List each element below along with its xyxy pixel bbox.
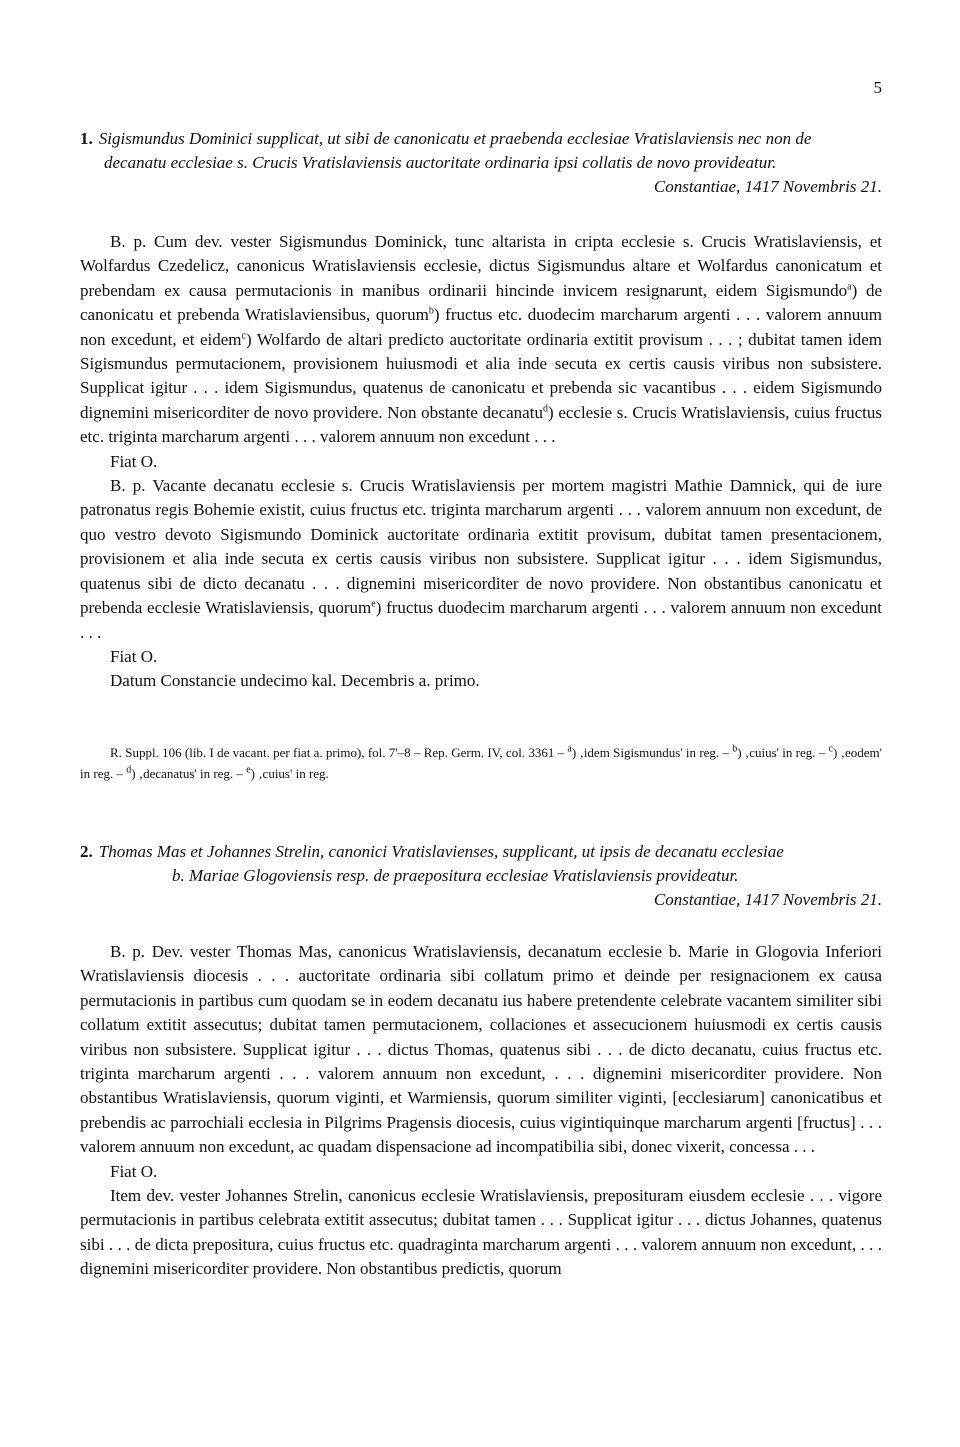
- entry-2-number: 2.: [80, 842, 93, 861]
- text-run: ) Wolfardo de altari predicto auctoritate ordinaria extitit provisum . . . ; dubitat tamen idem Sigismundus permutacionem, provisionem huiusmodi et alia inde secuta ex certis causis viribus non subsistere. Supplicat igitur . . . idem Sigismundus, quatenus de canonicatu et prebenda sic vacantibus . . . eidem Sigismundo dignemini misericorditer de novo providere. Non obstante decanatu: [80, 329, 882, 422]
- entry-1-title-line-1: [80, 127, 882, 151]
- entry-1-fiat-1: Fiat O.: [110, 451, 158, 471]
- entry-1-fiat-2: Fiat O.: [110, 646, 158, 666]
- entry-1-date: Constantiae, 1417 Novembris 21.: [653, 177, 882, 196]
- entry-1-body: [80, 230, 882, 694]
- entry-2-heading: [80, 840, 882, 912]
- entry-1-paragraph-2: [80, 474, 882, 645]
- apparatus-text: [80, 742, 882, 784]
- entry-2-body: [80, 940, 882, 1282]
- text-run: ) ‚decanatus' in reg. –: [131, 766, 247, 781]
- note-ref-a: a: [567, 743, 572, 755]
- text-run: ) ‚cuius' in reg.: [250, 766, 329, 781]
- entry-2-title-text-1: Thomas Mas et Johannes Strelin, canonici Vratislavienses, supplicant, ut ipsis de decanatu ecclesiae: [98, 842, 784, 861]
- entry-2-date: Constantiae, 1417 Novembris 21.: [653, 890, 882, 909]
- entry-2-paragraph-2: Item dev. vester Johannes Strelin, canonicus ecclesie Wratislaviensis, preposituram eiusdem ecclesie . . . vigore permutacionis in partibus celebrata extitit assecutus; dubitat tamen . . . Supplicat igitur . . . dictus Johannes, quatenus sibi . . . de dicta prepositura, cuius fructus etc. quadraginta marcharum argenti . . . valorem annuum non excedunt, . . . dignemini misericorditer providere. Non obstantibus predictis, quorum: [80, 1186, 882, 1279]
- entry-1-heading: [80, 127, 882, 199]
- page-number: 5: [873, 78, 882, 97]
- entry-1-datum: Datum Constancie undecimo kal. Decembris a. primo.: [110, 671, 480, 691]
- text-run: B. p. Vacante decanatu ecclesie s. Crucis Wratislaviensis per mortem magistri Mathie Damnick, qui de iure patronatus regis Bohemie existit, cuius fructus etc. triginta marcharum argenti . . . valorem annuum non excedunt, de quo vestro devoto Sigismundo Dominick auctoritate ordinaria extitit provisum, dubitat tamen presentacionem, provisionem et alia inde secuta ex certis causis viribus non subsistere. Supplicat igitur . . . idem Sigismundus, quatenus sibi de dicto decanatu . . . dignemini misericorditer de novo providere. Non obstantibus canonicatu et prebenda ecclesie Wratislaviensis, quorum: [80, 476, 882, 618]
- note-ref-e: e: [246, 764, 251, 776]
- text-run: ) de canonicatu et prebenda Wratislaviensibus, quorum: [80, 280, 882, 325]
- entry-2-title-line-2: b. Mariae Glogoviensis resp. de praepositura ecclesiae Vratislaviensis provideatur.: [172, 866, 739, 885]
- note-ref-d: d: [126, 764, 132, 776]
- entry-1-title-text-1: Sigismundus Dominici supplicat, ut sibi de canonicatu et praebenda ecclesiae Vratislaviensis nec non de: [98, 129, 812, 148]
- footnote-ref-b: b: [428, 305, 434, 317]
- text-run: B. p. Cum dev. vester Sigismundus Dominick, tunc altarista in cripta ecclesie s. Crucis Wratislaviensis, et Wolfardus Czedelicz, canonicus Wratislaviensis ecclesie, dictus Sigismundus altare et Wolfardus canonicatum et prebendam ex causa permutacionis in manibus ordinarii hincinde invicem resignarunt, eidem Sigismundo: [80, 232, 882, 300]
- text-run: R. Suppl. 106 (lib. I de vacant. per fiat a. primo), fol. 7'–8 – Rep. Germ. IV, col. 3361 –: [110, 745, 568, 760]
- note-ref-b: b: [732, 743, 738, 755]
- entry-2-title-line-1: [80, 840, 882, 864]
- note-ref-c: c: [828, 743, 834, 755]
- entry-2-fiat: Fiat O.: [110, 1161, 158, 1181]
- footnote-ref-a: a: [847, 281, 852, 293]
- footnote-ref-e: e: [371, 598, 376, 610]
- text-run: ) fructus duodecim marcharum argenti . . . valorem annuum non excedunt . . .: [80, 598, 882, 642]
- text-run: ) ‚idem Sigismundus' in reg. –: [571, 745, 733, 760]
- text-run: ) ‚eodem' in reg. –: [80, 745, 882, 781]
- text-run: ) ‚cuius' in reg. –: [737, 745, 829, 760]
- entry-1-number: 1.: [80, 129, 93, 148]
- footnote-ref-c: c: [241, 329, 246, 341]
- entry-1-apparatus: [80, 742, 882, 784]
- footnote-ref-d: d: [542, 403, 548, 415]
- entry-1-title-line-2: decanatu ecclesiae s. Crucis Vratislaviensis auctoritate ordinaria ipsi collatis de novo provideatur.: [104, 153, 777, 172]
- entry-2-paragraph-1: B. p. Dev. vester Thomas Mas, canonicus Wratislaviensis, decanatum ecclesie b. Marie in Glogovia Inferiori Wratislaviensis diocesis . . . auctoritate ordinaria sibi collatum primo et deinde per resignacionem ex causa permutacionis in partibus cum quodam se in eodem decanatu ius habere pretendente celebrate vacantem similiter sibi collatum extitit assecutus; dubitat tamen permutacionem, collaciones et assecucionem huiusmodi ex certis causis viribus non subsistere. Supplicat igitur . . . dictus Thomas, quatenus sibi . . . de dicto decanatu, cuius fructus etc. triginta marcharum argenti . . . valorem annuum non excedunt, . . . dignemini misericorditer providere. Non obstantibus Wratislaviensis, quorum viginti, et Warmiensis, quorum similiter viginti, [ecclesiarum] canonicatibus et prebendis ac parrochiali ecclesia in Pilgrims Pragensis diocesis, cuius vigintiquinque marcharum argenti [fructus] . . . valorem annuum non excedunt, ac quadam dispensacione ad incompatibilia sibi, donec vixerit, concessa . . .: [80, 942, 882, 1157]
- text-run: ) fructus etc. duodecim marcharum argenti . . . valorem annuum non excedunt, et eidem: [80, 305, 882, 349]
- entry-1-paragraph-1: [80, 230, 882, 450]
- text-run: ) ecclesie s. Crucis Wratislaviensis, cuius fructus etc. triginta marcharum argenti . . . valorem annuum non excedunt . . .: [80, 402, 883, 447]
